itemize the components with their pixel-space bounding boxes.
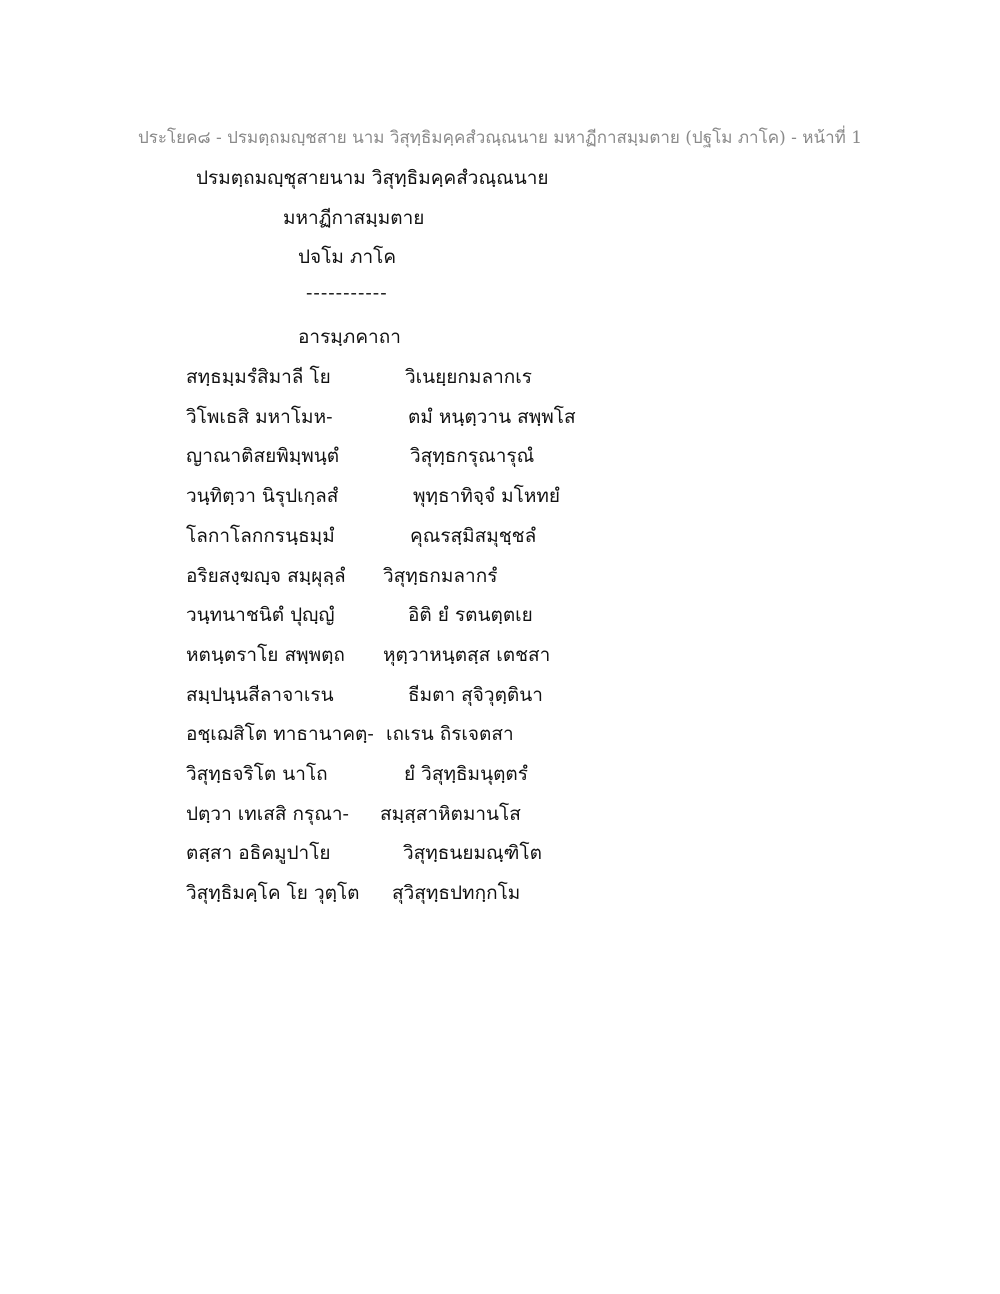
verse-second-half: วิเนยฺยกมลากเร [405,366,532,388]
volume-label: ปจโม ภาโค [298,246,397,268]
verse-second-half: สมฺสฺสาหิตมานโส [380,802,521,825]
verse-first-half: ญาณาติสยพิมฺพนฺตํ [186,445,340,468]
verse-first-half: อริยสงฺฆญฺจ สมฺผุลฺลํ [186,564,346,587]
verse-first-half: หตนฺตราโย สพฺพตฺถ [186,643,345,666]
verse-first-half: วนฺทนาชนิตํ ปุญฺญํ [186,604,335,627]
verse-first-half: ตสฺสา อธิคมูปาโย [186,842,331,865]
verse-second-half: คุณรสฺมิสมุชฺชลํ [410,524,537,547]
verse-first-half: โลกาโลกกรนฺธมฺมํ [186,524,335,547]
verse-first-half: สทฺธมฺมรํสิมาลี โย [186,366,331,388]
verse-second-half: อิติ ยํ รตนตฺตเย [408,604,533,627]
verse-second-half: ตมํ หนฺตฺวาน สพฺพโส [408,405,576,428]
verse-first-half: วิสุทฺธิมคฺโค โย วุตฺโต [186,882,360,905]
verse-second-half: วิสุทฺธกรุณารุณํ [410,445,535,468]
book-subtitle: มหาฏีกาสมฺมตาย [283,207,425,229]
verse-first-half: สมฺปนฺนสีลาจาเรน [186,683,334,706]
verse-first-half: ปตฺวา เทเสสิ กรุณา- [186,802,349,825]
verse-second-half: พุทฺธาทิจฺจํ มโหทยํ [413,485,561,508]
running-header: ประโยค๘ - ปรมตฺถมญฺชสาย นาม วิสุทฺธิมคฺคสํวณฺณนาย มหาฏีกาสมฺมตาย (ปฐโม ภาโค) - หน้าที่ 1 [137,128,863,148]
verse-first-half: วนฺทิตฺวา นิรุปเกฺลสํ [186,485,339,508]
verse-second-half: หุตฺวาหนฺตสฺส เตชสา [383,643,551,666]
verse-second-half: วิสุทฺธกมลากรํ [383,564,498,587]
verse-second-half: ยํ วิสุทฺธิมนุตฺตรํ [404,763,528,785]
verse-first-half: วิสุทฺธจริโต นาโถ [186,763,328,785]
section-heading: อารมฺภคาถา [298,326,401,348]
verse-first-half: วิโพเธสิ มหาโมห- [186,405,333,428]
verse-second-half: ธีมตา สุจิวุตฺตินา [408,683,543,706]
verse-second-half: วิสุทฺธนยมณฺฑิโต [403,842,542,865]
verse-first-half: อชฺเฌสิโต ทาธานาคตฺ- [186,723,374,746]
verse-second-half: เถเรน ถิรเจตสา [386,723,514,746]
divider: ----------- [306,282,388,304]
verse-second-half: สุวิสุทฺธปทกฺกโม [392,882,521,905]
book-title: ปรมตฺถมญฺชุสายนาม วิสุทฺธิมคฺคสํวณฺณนาย [196,167,549,189]
